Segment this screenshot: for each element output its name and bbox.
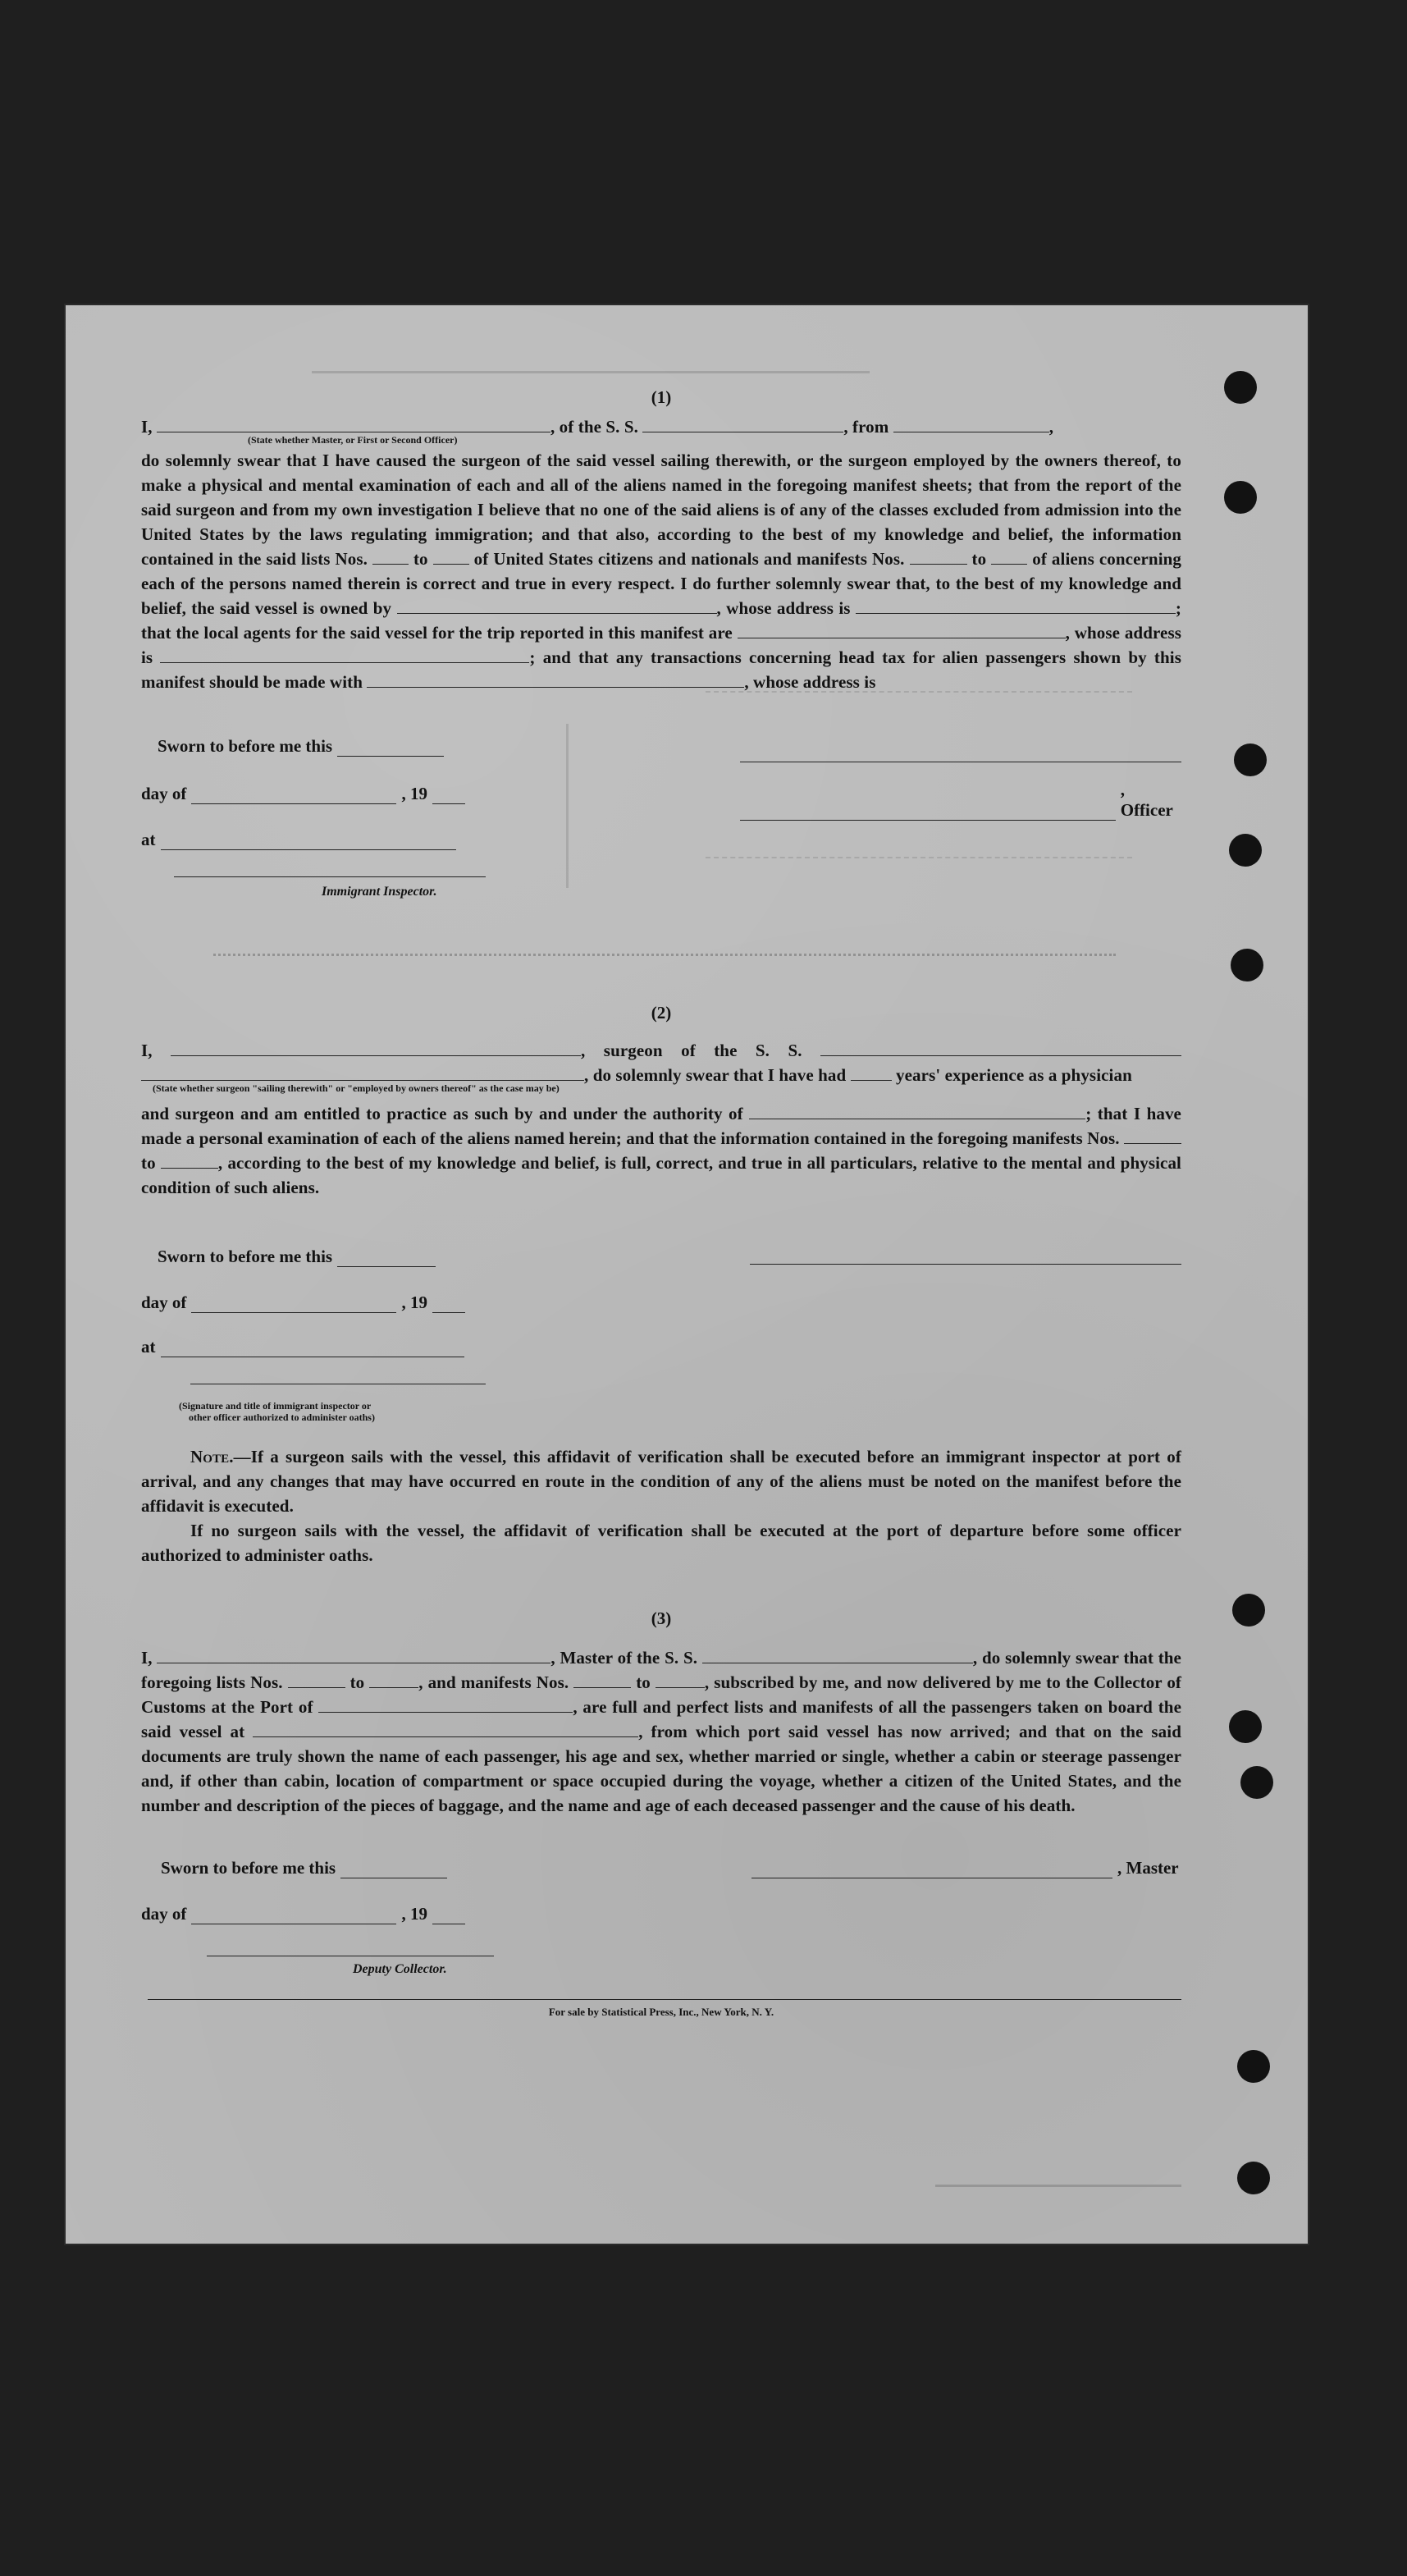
oath-text: years' experience as a physician [896,1065,1132,1085]
label-at: at [141,830,156,849]
deputy-caption: Deputy Collector. [353,1962,447,1976]
label-to: to [413,549,428,569]
sworn-date-field[interactable] [337,1251,436,1267]
vessel-field[interactable] [642,417,843,432]
sworn-row [158,712,449,757]
oath-text: , are full and perfect lists and manifests of all the passengers taken on board the said vessel at [141,1697,1181,1741]
note-block [141,1444,1181,1567]
label-address: , whose address is [716,598,851,618]
officer-row [740,776,1181,821]
section-number: (2) [651,1003,672,1023]
punch-hole [1237,2050,1270,2083]
label-to: to [349,1672,365,1692]
label-year: , 19 [401,1904,427,1924]
section-master-affidavit: (1) I, , of the S. S. , from , (State whether Master, or First or Second Officer) do solemnly swear that I have caused the surgeon of the said vessel sailing therewith, or the surgeon employed by the owners thereof, to make a physical and mental examination of each and all of the aliens named in the foregoing manifest sheets; that from the report of the said surgeon and from my own investigation I believe that no one of the said aliens is of any of the classes excluded from admission into the United States by the laws regulating immigration; and that also, according to the best of my knowledge and belief, the information contained in the said lists Nos. to of United States citizens and nationals and manifests Nos. to of aliens concerning each of the persons named therein is correct and true in every respect. I do further solemnly swear that, to the best of my knowledge and belief, the said vessel is owned by , whose address is ; that the local agents for the said vessel for the trip reported in this manifest are , whose address is ; and that any transactions concerning head tax for alien passengers shown by this manifest should be made with , whose address is Sworn to before me this day of , 19 at Immigrant Inspector. , Officer [141,387,1182,899]
sworn-date-field[interactable] [337,741,444,757]
footer-rule [148,1999,1181,2000]
port-field[interactable] [893,417,1049,432]
oath-text: do solemnly swear that I have caused the surgeon of the said vessel sailing therewith, or the surgeon employed by the owners thereof, to make a physical and mental examination of each and all of the aliens named in the foregoing manifest sheets; that from the report of the said surgeon and from my own investigation I believe that no one of the said aliens is of any of the classes excluded from admission into the United States by the laws regulating immigration; and that also, according to the best of my knowledge and belief, the information contained in the said lists Nos. [141,451,1181,569]
section-number: (1) [651,387,672,407]
label-year: , 19 [401,784,427,803]
label-to: to [141,1153,156,1173]
section-surgeon-affidavit [141,1003,1181,1567]
signature-caption [179,1400,1181,1423]
label-officer: , Officer [1120,780,1173,820]
signature-caption-line: (Signature and title of immigrant inspector or [179,1400,372,1412]
signature-caption-line: other officer authorized to administer oaths) [189,1412,375,1423]
agents-field[interactable] [738,623,1066,638]
oath-text: , do solemnly [972,1648,1071,1668]
year-field[interactable] [432,1297,465,1313]
punch-hole [1229,1710,1262,1743]
label-day-of: day of [141,784,187,803]
label-year: , 19 [401,1293,427,1312]
agents-address-field[interactable] [160,647,529,663]
label-sworn: Sworn to before me this [161,1858,336,1878]
list-to-field[interactable] [433,549,469,565]
punch-hole [1224,481,1257,514]
label-master-of: , Master of the S. S. [550,1648,698,1668]
port-of-departure-field[interactable] [253,1722,638,1737]
note-text: If no surgeon sails with the vessel, the affidavit of verification shall be executed at the port of departure before some officer authorized to administer oaths. [141,1521,1181,1565]
oath-text: swear that the foregoing lists Nos. [141,1648,1181,1692]
oath-text: of United States citizens and nationals and manifests Nos. [473,549,905,569]
oath-text: and surgeon and am entitled to practice as such by and under the authority of [141,1104,743,1123]
surgeon-manifest-from-field[interactable] [1124,1128,1181,1144]
year-field[interactable] [432,789,465,804]
day-row [141,1880,470,1924]
note-text: —If a surgeon sails with the vessel, this affidavit of verification shall be executed before an immigrant inspector at port of arrival, and any changes that may have occurred en route in the condition of any of the aliens must be noted on the manifest before the affidavit is executed. [141,1447,1181,1516]
surgeon-status-caption: (State whether surgeon "sailing therewith" or "employed by owners thereof" as the case may be) [153,1082,560,1094]
punch-hole [1231,949,1263,981]
owner-field[interactable] [397,598,717,614]
lists-from-field[interactable] [288,1672,345,1688]
name-field[interactable] [157,417,550,432]
surgeon-name-field[interactable] [171,1041,581,1056]
note-label: Note. [190,1447,234,1466]
master-row [751,1834,1179,1878]
oath-text: ; that the local agents for the said vessel for the trip reported in this manifest are [141,598,1181,643]
label-i: I, [141,1041,153,1060]
oath-text: , and manifests Nos. [418,1672,569,1692]
owner-address-field[interactable] [856,598,1176,614]
at-row [141,1313,469,1357]
surgeon-signature-line[interactable] [750,1264,1181,1265]
manifest-from-field[interactable] [910,549,967,565]
label-master: , Master [1117,1858,1179,1878]
inspector-caption: Immigrant Inspector. [322,885,437,899]
day-row [141,760,470,804]
oath-text: of aliens concerning each of the persons named therein is correct and true in every respect. I do further solemnly swear that, to the best of my knowledge and belief, the said vessel is owned by [141,549,1182,618]
punch-hole [1234,744,1267,776]
punch-hole [1229,834,1262,867]
section-number: (3) [651,1608,672,1628]
port-of-arrival-field[interactable] [318,1697,573,1713]
label-i: I, [141,1648,153,1668]
rank-caption: (State whether Master, or First or Second Officer) [248,434,458,446]
years-field[interactable] [851,1065,892,1081]
day-row [141,1269,470,1313]
master-vessel-field[interactable] [702,1648,973,1663]
label-to: to [636,1672,651,1692]
label-at: at [141,1337,156,1357]
surgeon-vessel-field[interactable] [820,1041,1181,1056]
label-i: I, [141,417,153,437]
inspector-signature-line[interactable] [174,876,486,877]
label-surgeon-of: , surgeon of the S. S. [581,1041,802,1060]
year-field[interactable] [432,1909,465,1924]
oath-text: , from which port said vessel has now arrived; and that on the said documents are truly shown the name of each passenger, his age and sex, whether married or single, whether a cabin or steerage passenger and, if other than cabin, location of compartment or space occupied during the voyage, whether a citizen of the United States, and the number and description of the pieces of baggage, and the name and age of each deceased passenger and the cause of his death. [141,1722,1181,1815]
head-tax-field[interactable] [367,672,744,688]
manifest-to-field[interactable] [991,549,1027,565]
place-field[interactable] [161,1342,464,1357]
section-customs-affidavit [141,1608,1181,1998]
day-field[interactable] [191,789,396,804]
oath-text: , according to the best of my knowledge and belief, is full, correct, and true in all particulars, relative to the mental and physical condition of such aliens. [141,1153,1181,1197]
lists-to-field[interactable] [369,1672,418,1688]
punch-hole [1232,1594,1265,1627]
place-field[interactable] [161,835,456,850]
label-day-of: day of [141,1904,187,1924]
master-name-field[interactable] [157,1648,550,1663]
label-sworn: Sworn to before me this [158,736,333,756]
surgeon-manifest-to-field[interactable] [161,1153,218,1169]
sworn-date-field[interactable] [340,1863,447,1878]
label-from: , from [843,417,889,437]
label-of-ss: , of the S. S. [550,417,638,437]
manifests-to-field[interactable] [656,1672,705,1688]
oath-text: ; and that any transactions concerning head tax for alien passengers shown by this manifest should be made with [141,647,1181,692]
oath-text: ; that I have made a personal examination of each of the aliens named herein; and that the information contained in the foregoing manifests Nos. [141,1104,1181,1148]
oath-text: , subscribed by me, and now delivered by me to the Collector of Customs at the Port of [141,1672,1182,1717]
at-row [141,806,461,850]
sworn-row [158,1223,441,1267]
manifests-from-field[interactable] [573,1672,631,1688]
day-field[interactable] [191,1909,396,1924]
label-address: whose address is [141,623,1182,667]
label-to: to [971,549,987,569]
list-from-field[interactable] [372,549,409,565]
printer-imprint: For sale by Statistical Press, Inc., New York, N. Y. [548,2006,774,2018]
punch-hole [1224,371,1257,404]
officer-signature-field[interactable] [740,805,1116,821]
label-day-of: day of [141,1293,187,1312]
label-address: , whose address is [744,672,876,692]
master-signature-field[interactable] [751,1863,1112,1878]
punch-hole [1237,2162,1270,2194]
bleed-through-shape [935,2185,1181,2187]
label-sworn: Sworn to before me this [158,1247,333,1266]
oath-text: , do solemnly swear that I have had [584,1065,847,1085]
day-field[interactable] [191,1297,396,1313]
authority-field[interactable] [749,1104,1085,1119]
surgeon-status-field[interactable] [141,1065,584,1081]
punch-hole [1240,1766,1273,1799]
sworn-row [161,1834,452,1878]
